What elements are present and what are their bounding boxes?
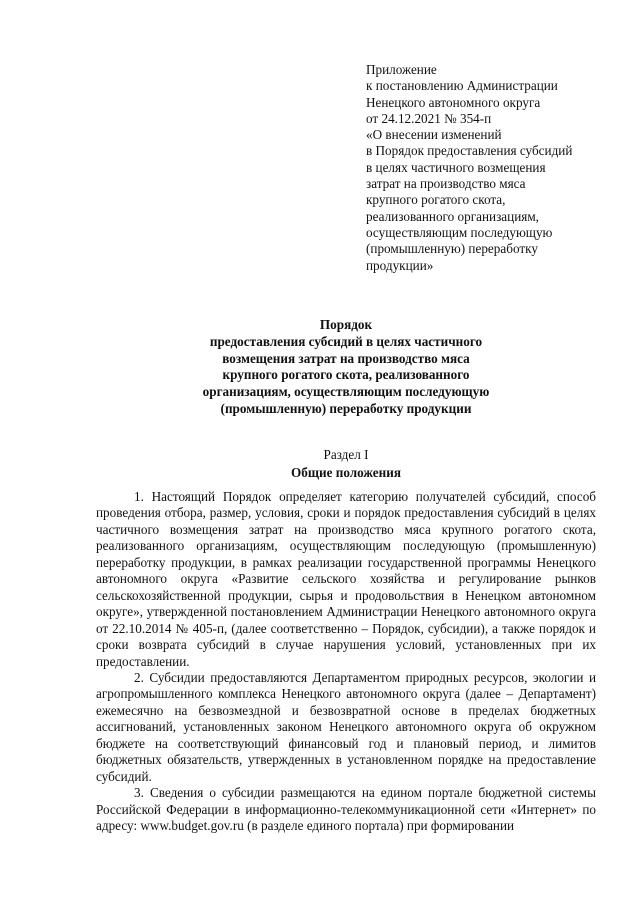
appendix-line: к постановлению Администрации [366, 78, 558, 94]
appendix-line: «О внесении изменений [366, 127, 502, 143]
appendix-line: в целях частичного возмещения [366, 159, 546, 175]
section-heading [96, 446, 596, 482]
document-body [96, 489, 596, 835]
title-line: возмещения затрат на производство мяса [222, 350, 470, 366]
appendix-line: Ненецкого автономного округа [366, 94, 541, 110]
title-line: (промышленную) переработку продукции [220, 400, 472, 416]
paragraph: 1. Настоящий Порядок определяет категорию получателей субсидий, способ проведения отбора, размер, условия, сроки и порядок предоставления субсидий в целях частичного возмещения затрат на производство мяса крупного рогатого скота, реализованного организациям, осуществляющим последующую (промышленную) переработку продукции, в рамках реализации государственной программы Ненецкого автономного округа «Развитие сельского хозяйства и регулирование рынков сельскохозяйственной продукции, сырья и продовольствия в Ненецком автономном округе», утвержденной постановлением Администрации Ненецкого автономного округа от 22.10.2014 № 405-п, (далее соответственно – Порядок, субсидии), а также порядок и сроки возврата субсидий в случае нарушения условий, установленных при их предоставлении. [96, 489, 596, 669]
appendix-line: (промышленную) переработку [366, 241, 538, 257]
section-number: Раздел I [323, 447, 369, 462]
appendix-header [366, 62, 616, 274]
title-line: организациям, осуществляющим последующую [202, 384, 490, 400]
appendix-line: от 24.12.2021 № 354-п [366, 110, 492, 126]
paragraph: 2. Субсидии предоставляются Департаментом природных ресурсов, экологии и агропромышленного комплекса Ненецкого автономного округа (далее – Департамент) ежемесячно на безвозмездной и безвозвратной основе в пределах бюджетных ассигнований, установленных законом Ненецкого автономного округа об окружном бюджете на соответствующий финансовый год и плановый период, и лимитов бюджетных обязательств, утвержденных в установленном порядке на предоставление субсидий. [96, 669, 596, 784]
appendix-line: в Порядок предоставления субсидий [366, 143, 573, 159]
title-line: Порядок [319, 317, 373, 332]
section-name: Общие положения [291, 465, 401, 480]
appendix-line: Приложение [366, 62, 437, 77]
appendix-line: крупного рогатого скота, [366, 192, 506, 208]
title-line: предоставления субсидий в целях частичного [209, 333, 483, 349]
appendix-line: продукции» [366, 257, 434, 273]
title-line: крупного рогатого скота, реализованного [222, 367, 470, 383]
appendix-line: затрат на производство мяса [366, 176, 526, 192]
document-title [96, 317, 596, 418]
appendix-line: осуществляющим последующую [366, 224, 553, 240]
appendix-line: реализованного организациям, [366, 208, 539, 224]
paragraph: 3. Сведения о субсидии размещаются на едином портале бюджетной системы Российской Федерации в информационно-телекоммуникационной сети «Интернет» по адресу: www.budget.gov.ru (в разделе единого портала) при формировании [96, 785, 596, 834]
